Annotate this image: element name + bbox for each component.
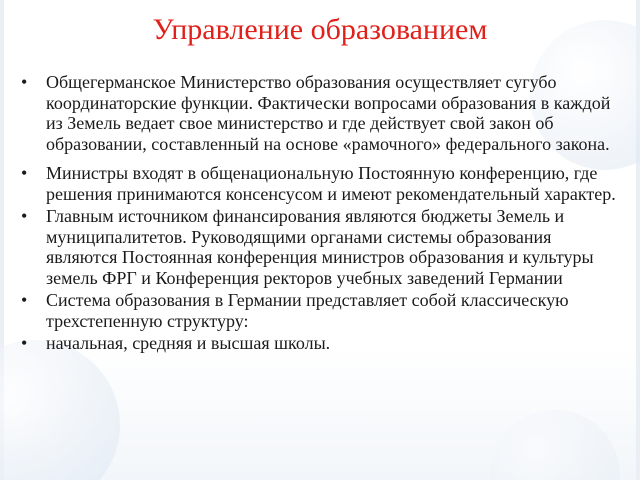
bullet-item bbox=[18, 163, 622, 204]
bullet-text: Главным источником финансирования являются бюджеты Земель и муниципалитетов. Руководящими органами системы образования являются Постоянная конференция министров образования и культуры земель ФРГ и Конференция ректоров учебных заведений Германии bbox=[46, 206, 594, 288]
bullet-icon: • bbox=[21, 163, 28, 183]
bullet-item bbox=[18, 333, 622, 354]
bullet-text: Министры входят в общенациональную Постоянную конференцию, где решения принимаются консенсусом и имеют рекомендательный характер. bbox=[46, 163, 616, 204]
bullet-icon: • bbox=[21, 290, 28, 310]
bullet-item bbox=[18, 206, 622, 288]
bullet-text: Система образования в Германии представляет собой классическую трехстепенную структуру: bbox=[46, 290, 569, 331]
slide-title: Управление образованием bbox=[152, 13, 488, 46]
slide-content bbox=[18, 72, 622, 356]
bullet-text: начальная, средняя и высшая школы. bbox=[46, 333, 331, 353]
bullet-text: Общегерманское Министерство образования осуществляет сугубо координаторские функции. Фактически вопросами образования в каждой из Земель ведает свое министерство и где действует свой закон об образовании, составленный на основе «рамочного» федерального закона. bbox=[46, 72, 611, 154]
bullet-list bbox=[18, 72, 622, 354]
bullet-icon: • bbox=[21, 72, 28, 92]
bullet-icon: • bbox=[21, 206, 28, 226]
bullet-item bbox=[18, 290, 622, 331]
bullet-item bbox=[18, 72, 622, 154]
bullet-icon: • bbox=[21, 333, 28, 353]
